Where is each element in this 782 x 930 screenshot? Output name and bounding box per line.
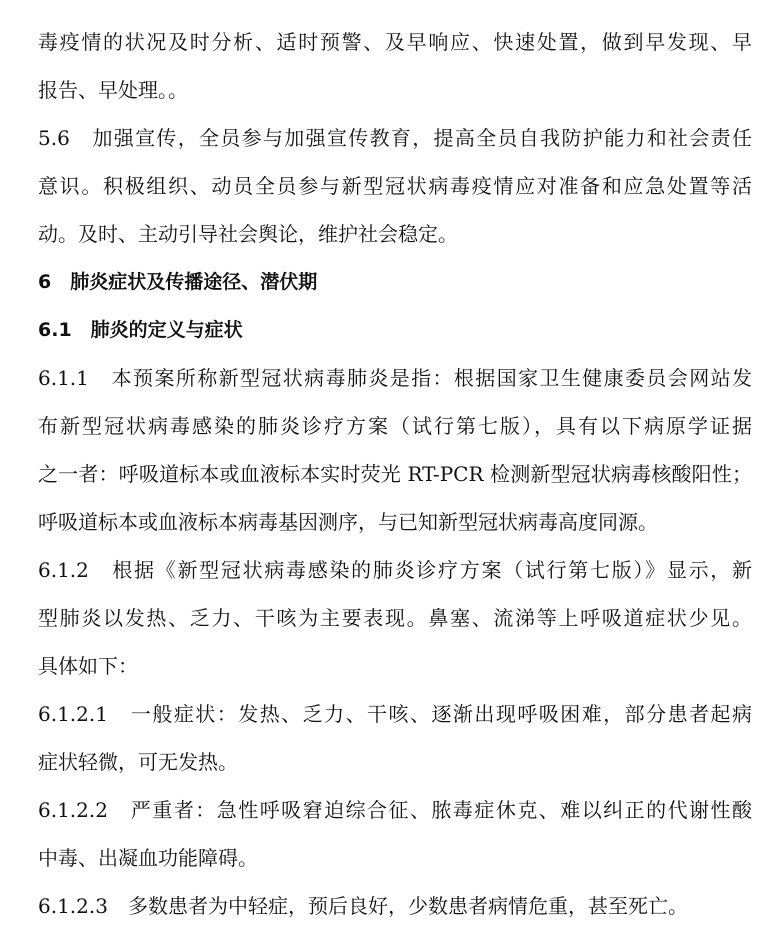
text-line: 症状轻微，可无发热。 [38,750,238,774]
text-line: 呼吸道标本或血液标本病毒基因测序，与已知新型冠状病毒高度同源。 [38,510,658,534]
text-line: 6.1.2.1 一般症状：发热、乏力、干咳、逐渐出现呼吸困难，部分患者起病 [38,702,752,726]
subsection-heading: 6.1 肺炎的定义与症状 [38,319,243,341]
text-line: 6.1.2.2 严重者：急性呼吸窘迫综合征、脓毒症休克、难以纠正的代谢性酸 [38,798,752,822]
text-line: 动。及时、主动引导社会舆论，维护社会稳定。 [38,222,458,246]
section-heading: 6 肺炎症状及传播途径、潜伏期 [38,271,318,293]
text-line: 毒疫情的状况及时分析、适时预警、及早响应、快速处置，做到早发现、早 [38,30,752,54]
text-line: 6.1.2.3 多数患者为中轻症，预后良好，少数患者病情危重，甚至死亡。 [38,894,688,918]
text-line: 型肺炎以发热、乏力、干咳为主要表现。鼻塞、流涕等上呼吸道症状少见。 [38,606,752,630]
text-line: 布新型冠状病毒感染的肺炎诊疗方案（试行第七版），具有以下病原学证据 [38,414,752,438]
text-line: 6.1.2 根据《新型冠状病毒感染的肺炎诊疗方案（试行第七版）》显示，新 [38,558,752,582]
text-line: 报告、早处理。。 [38,78,188,102]
text-line: 中毒、出凝血功能障碍。 [38,846,258,870]
text-line: 5.6 加强宣传，全员参与加强宣传教育，提高全员自我防护能力和社会责任 [38,126,752,150]
text-line: 具体如下： [38,654,138,678]
text-line: 6.1.1 本预案所称新型冠状病毒肺炎是指：根据国家卫生健康委员会网站发 [38,366,752,390]
text-line: 之一者：呼吸道标本或血液标本实时荧光 RT-PCR 检测新型冠状病毒核酸阳性； [38,462,752,486]
text-line: 意识。积极组织、动员全员参与新型冠状病毒疫情应对准备和应急处置等活 [38,174,752,198]
